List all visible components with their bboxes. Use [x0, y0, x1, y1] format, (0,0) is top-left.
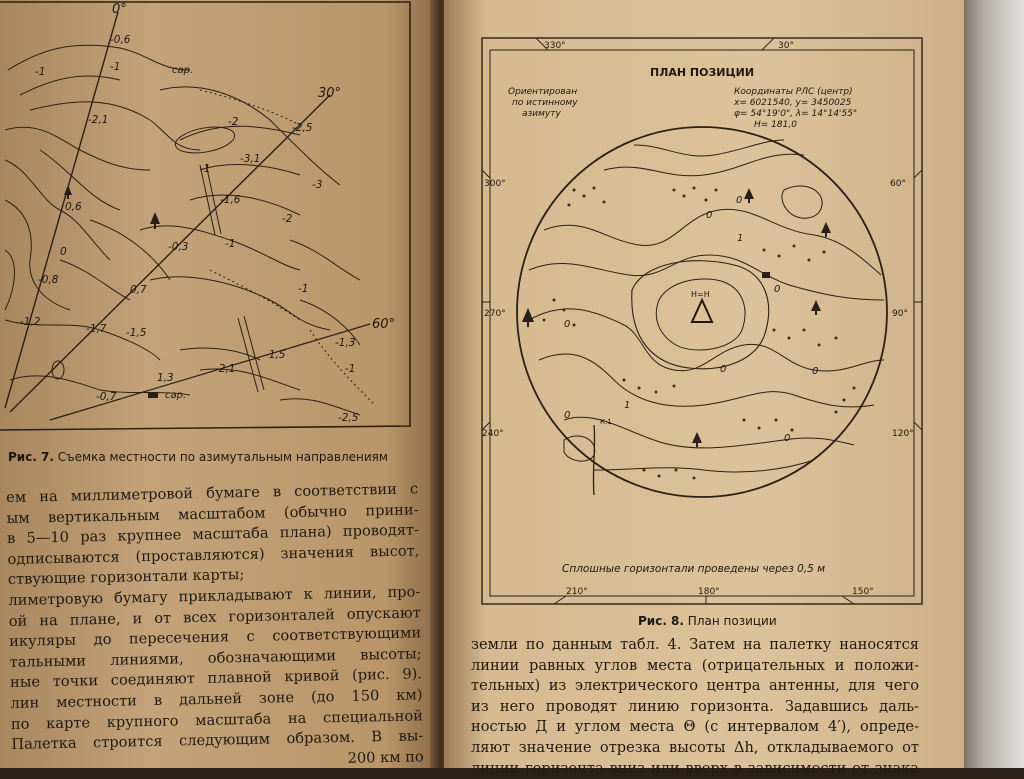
figure-7-contour-map: [0, 0, 438, 440]
figure-8-position-plan: [444, 0, 964, 610]
spot-label: К.1: [600, 418, 612, 426]
contour-label: -1,5: [265, 349, 286, 361]
left-page-body-text: [6, 479, 424, 768]
azimuth-label: 210°: [566, 587, 588, 597]
text-line: Палетка строится следующим образом. В вы-: [11, 727, 424, 754]
text-line: ностью Д и углом места Θ (с интервалом 4′), опреде-: [471, 718, 919, 736]
text-line: ой на плане, и от всех горизонталей опускают: [8, 603, 421, 630]
contour-label: 0,6: [65, 201, 82, 213]
text-line: одписываются (проставляются) значения высот,: [7, 542, 420, 568]
text-line: линии равных углов места (отрицательных и положи-: [471, 656, 919, 674]
contour-label: 1,3: [157, 372, 174, 384]
contour-label: -2,5: [292, 122, 313, 134]
text-line: икуляры до пересечения с соответствующими: [9, 624, 422, 651]
contour-label: -0,8: [38, 274, 59, 286]
azimuth-label: 150°: [852, 587, 874, 597]
contour-label: 0,7: [130, 284, 147, 296]
coordinates-note: Координаты РЛС (центр): [734, 87, 853, 97]
azimuth-label: 60°: [890, 179, 906, 189]
text-line: из него проводят линию горизонта. Задавшись даль-: [471, 697, 919, 715]
text-line: ствующие горизонтали карты;: [7, 566, 245, 589]
contour-label: -1,5: [126, 327, 147, 339]
text-line: тальными линиями, обозначающими высоты;: [9, 645, 422, 671]
text-line: земли по данным табл. 4. Затем на палетку наносятся: [471, 636, 919, 653]
symbol-label: сар.: [165, 390, 187, 401]
contour-label: 0: [812, 366, 819, 377]
plan-title: ПЛАН ПОЗИЦИИ: [650, 66, 755, 79]
contour-label: -2: [282, 213, 293, 225]
figure-7-caption: [8, 450, 388, 464]
contour-label: -1: [110, 61, 121, 73]
contour-label: -1: [345, 363, 356, 375]
contour-label: -0,7: [96, 391, 117, 403]
azimuth-label: 120°: [892, 429, 914, 439]
caption-text: Съемка местности по азимутальным направлениям: [57, 450, 388, 464]
background-surface: [958, 0, 1024, 768]
orientation-note: азимуту: [522, 109, 561, 119]
contour-label: 0: [736, 195, 743, 206]
contour-label: -1: [35, 66, 46, 78]
coordinates-note: φ= 54°19'0", λ= 14°14'55": [734, 109, 858, 119]
contour-label: -2: [228, 116, 239, 128]
left-page: [0, 0, 438, 768]
contour-label: -3,1: [240, 153, 261, 165]
orientation-note: Ориентирован: [508, 87, 578, 97]
contour-label: -1: [225, 238, 236, 250]
azimuth-label: 90°: [892, 309, 908, 319]
contour-label: 0: [564, 410, 571, 421]
contour-label: -2,5: [338, 412, 359, 424]
azimuth-label: 0°: [112, 2, 127, 17]
azimuth-label: 300°: [484, 179, 506, 189]
contour-label: -1: [298, 283, 309, 295]
symbol-label: сар.: [172, 65, 194, 76]
azimuth-label: 60°: [372, 317, 396, 332]
text-line: тельных) из электрического центра антенны, для чего: [471, 677, 919, 695]
text-line: лин местности в дальней зоне (до 150 км): [10, 686, 423, 712]
text-line: лиметровую бумагу прикладывают к линии, про-: [8, 583, 421, 609]
contour-label: -0,6: [110, 34, 131, 46]
text-line: ные точки соединяют плавной кривой (рис. 9).: [9, 665, 423, 692]
contour-label: 0: [564, 319, 571, 330]
contour-label: -1: [200, 163, 211, 175]
azimuth-label: 330°: [544, 41, 566, 51]
center-label: Н=Н: [691, 290, 710, 299]
azimuth-label: 30°: [318, 86, 342, 101]
text-line: ляют значение отрезка высоты Δh, откладываемого от: [471, 738, 919, 756]
right-page-body-text: [471, 635, 919, 779]
contour-label: 0: [706, 210, 713, 221]
coordinates-note: x= 6021540, y= 3450025: [734, 98, 852, 108]
caption-text: План позиции: [687, 614, 777, 628]
contour-label: -2,1: [88, 114, 109, 126]
text-line: 200 км по: [347, 748, 424, 767]
figure-8-caption: [638, 614, 777, 628]
contour-label: 1: [624, 400, 631, 411]
azimuth-label: 240°: [482, 429, 504, 439]
contour-label: -1,7: [86, 323, 107, 335]
text-line: в 5—10 раз крупнее масштаба плана) проводят-: [6, 521, 420, 548]
coordinates-note: H= 181,0: [754, 120, 797, 130]
text-line: ым вертикальным масштабом (обычно прини-: [6, 500, 419, 527]
contour-label: -1,3: [335, 337, 356, 349]
caption-number: Рис. 7.: [8, 450, 54, 464]
contour-label: -2,1: [215, 363, 236, 375]
orientation-note: по истинному: [512, 98, 578, 108]
text-line: линии горизонта вниз или вверх в зависимости от знака: [471, 759, 919, 777]
contour-label: -1,6: [220, 194, 241, 206]
contour-label: 1: [737, 233, 744, 244]
contour-label: 0: [774, 284, 781, 295]
contour-interval-note: Сплошные горизонтали проведены через 0,5 м: [562, 563, 826, 575]
text-line: по карте крупного масштаба на специальной: [10, 706, 424, 733]
contour-label: -3: [312, 179, 323, 191]
contour-label: 0: [784, 433, 791, 444]
azimuth-label: 30°: [778, 41, 794, 51]
caption-number: Рис. 8.: [638, 614, 684, 628]
contour-label: -1,2: [20, 316, 41, 328]
text-line: ем на миллиметровой бумаге в соответствии с: [6, 480, 419, 506]
contour-label: -0,3: [168, 241, 189, 253]
contour-label: 0: [720, 364, 727, 375]
contour-label: 0: [60, 246, 67, 258]
azimuth-label: 180°: [698, 587, 720, 597]
azimuth-label: 270°: [484, 309, 506, 319]
